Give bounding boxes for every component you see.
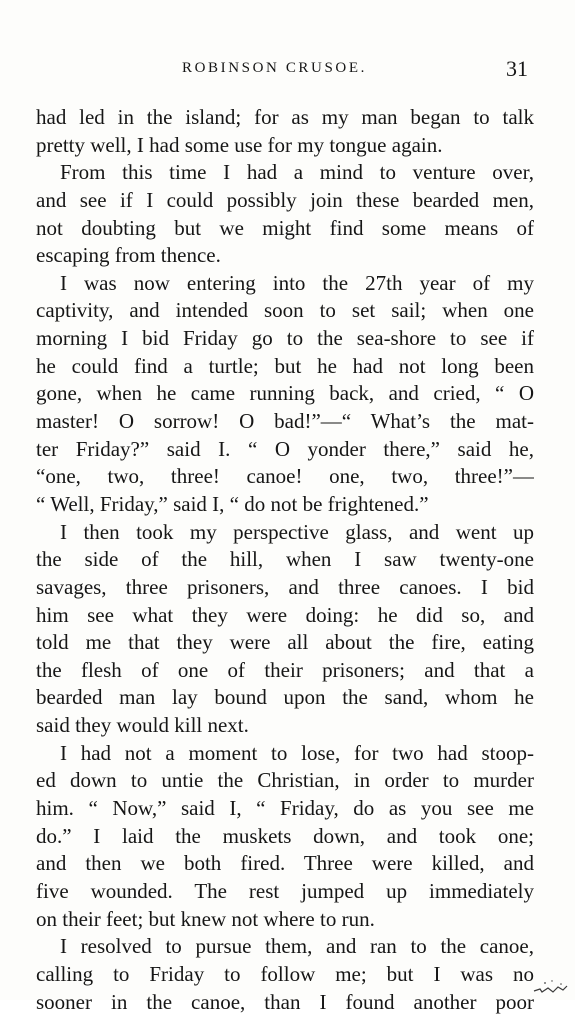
text-line: From this time I had a mind to venture over,: [36, 159, 534, 187]
text-line: him see what they were doing: he did so, and: [36, 602, 534, 630]
text-line: captivity, and intended soon to set sail; when one: [36, 297, 534, 325]
text-line: I was now entering into the 27th year of my: [36, 270, 534, 298]
text-line: master! O sorrow! O bad!”—“ What’s the mat-: [36, 408, 534, 436]
text-line: not doubting but we might find some means of: [36, 215, 534, 243]
text-line: sooner in the canoe, than I found another poor: [36, 989, 534, 1016]
text-line: ter Friday?” said I. “ O yonder there,” said he,: [36, 436, 534, 464]
text-line: do.” I laid the muskets down, and took one;: [36, 823, 534, 851]
text-line: told me that they were all about the fire, eating: [36, 629, 534, 657]
text-line: gone, when he came running back, and cried, “ O: [36, 380, 534, 408]
text-line: bearded man lay bound upon the sand, whom he: [36, 684, 534, 712]
text-line: the side of the hill, when I saw twenty-one: [36, 546, 534, 574]
running-head: [0, 56, 575, 86]
text-line: I then took my perspective glass, and went up: [36, 519, 534, 547]
text-line: five wounded. The rest jumped up immediately: [36, 878, 534, 906]
text-line: I resolved to pursue them, and ran to the canoe,: [36, 933, 534, 961]
text-line: calling to Friday to follow me; but I was no: [36, 961, 534, 989]
text-line: escaping from thence.: [36, 242, 534, 270]
running-title: ROBINSON CRUSOE.: [182, 60, 367, 77]
text-line: the flesh of one of their prisoners; and that a: [36, 657, 534, 685]
text-line: had led in the island; for as my man began to talk: [36, 104, 534, 132]
body-text: [36, 104, 534, 1016]
text-line: on their feet; but knew not where to run.: [36, 906, 534, 934]
text-line: ed down to untie the Christian, in order to murder: [36, 767, 534, 795]
text-line: “ Well, Friday,” said I, “ do not be frightened.”: [36, 491, 534, 519]
text-line: and then we both fired. Three were killed, and: [36, 850, 534, 878]
text-line: he could find a turtle; but he had not long been: [36, 353, 534, 381]
text-line: morning I bid Friday go to the sea-shore to see if: [36, 325, 534, 353]
text-line: pretty well, I had some use for my tongue again.: [36, 132, 534, 160]
text-line: him. “ Now,” said I, “ Friday, do as you see me: [36, 795, 534, 823]
page-number: 31: [506, 56, 528, 82]
text-line: and see if I could possibly join these bearded men,: [36, 187, 534, 215]
text-line: I had not a moment to lose, for two had stoop-: [36, 740, 534, 768]
text-line: savages, three prisoners, and three canoes. I bid: [36, 574, 534, 602]
text-line: “one, two, three! canoe! one, two, three!”—: [36, 463, 534, 491]
ink-speck-marks: [530, 974, 570, 996]
text-line: said they would kill next.: [36, 712, 534, 740]
